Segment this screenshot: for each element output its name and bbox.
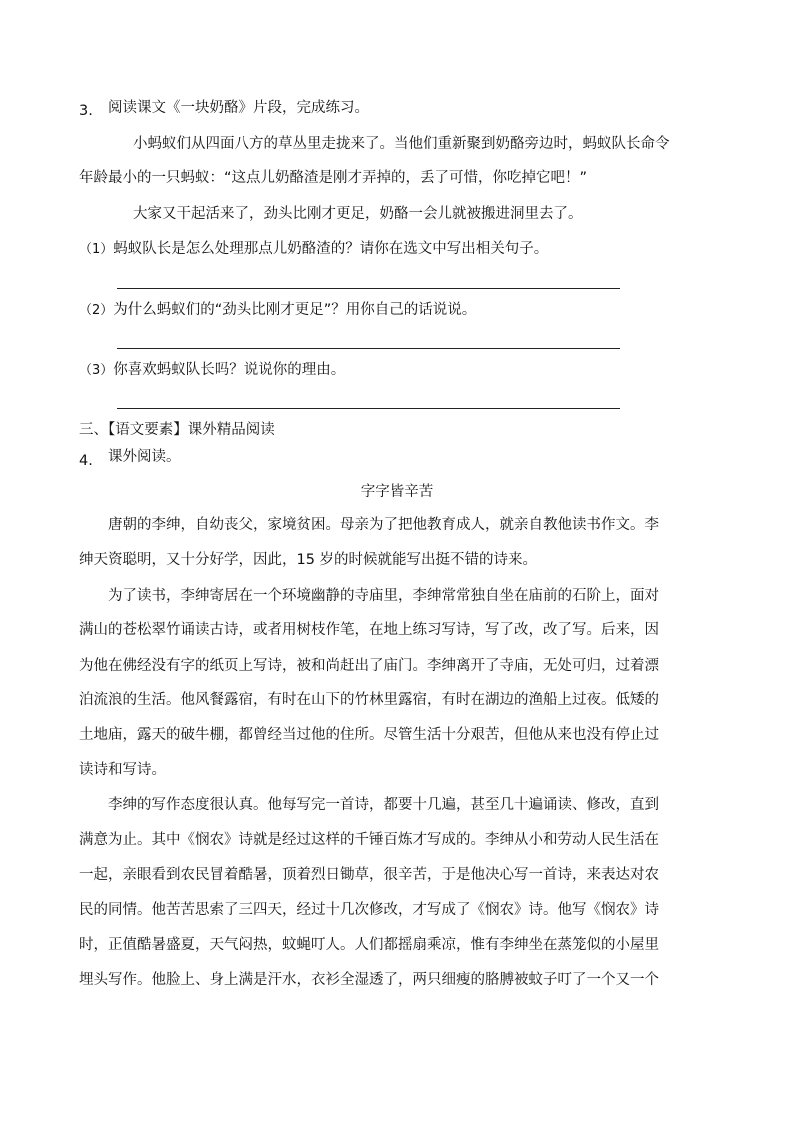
article-line-1: 唐朝的李绅，自幼丧父，家境贫困。母亲为了把他教育成人，就亲自教他读书作文。李 — [108, 517, 659, 533]
q3-sub-1 — [79, 239, 548, 260]
article-line-9: 李绅的写作态度很认真。他每写完一首诗，都要十几遍，甚至几十遍诵读、修改，直到 — [108, 797, 659, 813]
article-line-2: 绅天资聪明，又十分好学，因此，15 岁的时候就能写出挺不错的诗来。 — [79, 552, 538, 568]
q3-sub-1-num: （1） — [79, 242, 114, 257]
q3-sub-3-num: （3） — [79, 363, 114, 378]
q4-number: 4. — [79, 453, 93, 469]
q3-sub-2-text: 为什么蚂蚁们的“劲头比刚才更足”？用你自己的话说说。 — [113, 302, 477, 318]
article-line-7: 土地庙，露天的破牛棚，都曾经当过他的住所。尽管生活十分艰苦，但他从来也没有停止过 — [79, 727, 659, 743]
q3-answer-line-1[interactable] — [117, 288, 620, 289]
article-title: 字字皆辛苦 — [360, 484, 434, 500]
article-line-12: 民的同情。他苦苦思索了三四天，经过十几次修改，才写成了《悯农》诗。他写《悯农》诗 — [79, 902, 659, 918]
q3-answer-line-2[interactable] — [117, 348, 620, 349]
q3-answer-line-3[interactable] — [117, 408, 620, 409]
q3-passage-line-1: 小蚂蚁们从四面八方的草丛里走拢来了。当他们重新聚到奶酪旁边时，蚂蚁队长命令 — [133, 136, 670, 152]
q3-sub-2 — [79, 300, 476, 321]
q3-sub-3-text: 你喜欢蚂蚁队长吗？说说你的理由。 — [113, 362, 346, 378]
article-line-14: 埋头写作。他脸上、身上满是汗水，衣衫全湿透了，两只细瘦的胳膊被蚊子叮了一个又一个 — [79, 972, 659, 988]
article-line-8: 读诗和写诗。 — [79, 762, 166, 778]
q4-prompt: 课外阅读。 — [108, 449, 181, 465]
article-line-4: 满山的苍松翠竹诵读古诗，或者用树枝作笔，在地上练习写诗，写了改，改了写。后来，因 — [79, 622, 659, 638]
section-heading: 三、【语文要素】课外精品阅读 — [79, 422, 275, 438]
q3-passage-line-3: 大家又干起活来了，劲头比刚才更足，奶酪一会儿就被搬进洞里去了。 — [133, 206, 583, 222]
q3-number: 3. — [79, 103, 93, 119]
q3-sub-2-num: （2） — [79, 303, 114, 318]
q3-passage-line-2: 年龄最小的一只蚂蚁：“这点儿奶酪渣是刚才弄掉的，丢了可惜，你吃掉它吧！” — [79, 170, 588, 186]
article-line-13: 时，正值酷暑盛夏，天气闷热，蚊蝇叮人。人们都摇扇乘凉，惟有李绅坐在蒸笼似的小屋里 — [79, 937, 659, 953]
article-line-6: 泊流浪的生活。他风餐露宿，有时在山下的竹林里露宿，有时在湖边的渔船上过夜。低矮的 — [79, 692, 659, 708]
article-line-3: 为了读书，李绅寄居在一个环境幽静的寺庙里，李绅常常独自坐在庙前的石阶上，面对 — [108, 588, 659, 604]
q3-sub-1-text: 蚂蚁队长是怎么处理那点儿奶酪渣的？请你在选文中写出相关句子。 — [113, 241, 549, 257]
article-line-5: 为他在佛经没有字的纸页上写诗，被和尚赶出了庙门。李绅离开了寺庙，无处可归，过着漂 — [79, 658, 659, 674]
article-line-10: 满意为止。其中《悯农》诗就是经过这样的千锤百炼才写成的。李绅从小和劳动人民生活在 — [79, 832, 659, 848]
q3-prompt: 阅读课文《一块奶酪》片段，完成练习。 — [108, 100, 369, 116]
q3-sub-3 — [79, 360, 345, 381]
article-line-11: 一起，亲眼看到农民冒着酷暑，顶着烈日锄草，很辛苦，于是他决心写一首诗，来表达对农 — [79, 867, 659, 883]
